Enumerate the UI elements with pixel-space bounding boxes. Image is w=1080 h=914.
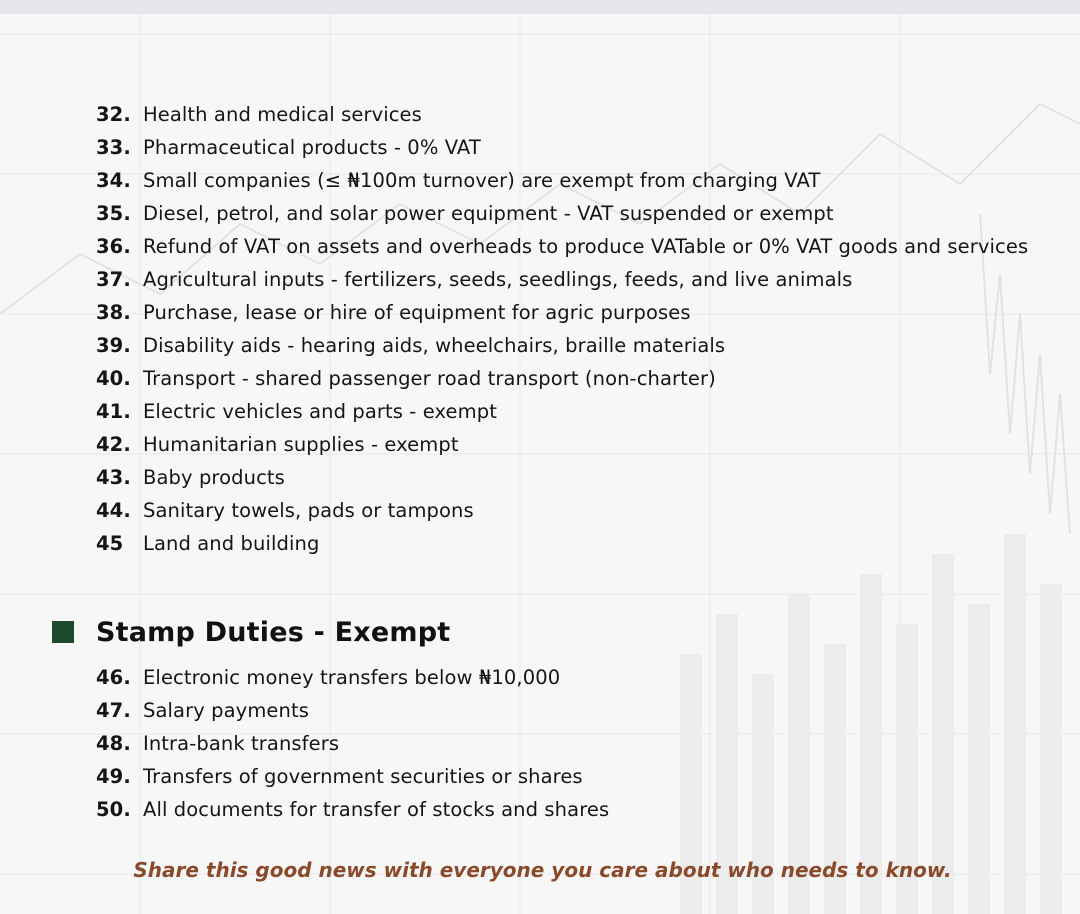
list-item <box>96 395 1038 428</box>
item-text: Health and medical services <box>143 103 422 126</box>
item-number: 40. <box>96 367 131 390</box>
item-number: 41. <box>96 400 131 423</box>
stamp-duties-list <box>96 661 1038 826</box>
footer-tagline: Share this good news with everyone you care about who needs to know. <box>133 858 952 882</box>
section-marker-icon <box>52 621 74 643</box>
item-number: 42. <box>96 433 131 456</box>
item-text: Intra-bank transfers <box>143 732 340 755</box>
item-text: Pharmaceutical products - 0% VAT <box>143 136 481 159</box>
list-item <box>96 461 1038 494</box>
list-item <box>96 694 1038 727</box>
top-band <box>0 0 1080 14</box>
item-text: Diesel, petrol, and solar power equipment - VAT suspended or exempt <box>143 202 834 225</box>
list-item <box>96 197 1038 230</box>
item-text: Small companies (≤ ₦100m turnover) are exempt from charging VAT <box>143 169 821 192</box>
item-number: 34. <box>96 169 131 192</box>
item-number: 37. <box>96 268 131 291</box>
stamp-duties-heading <box>52 612 450 652</box>
item-text: Agricultural inputs - fertilizers, seeds, seedlings, feeds, and live animals <box>143 268 853 291</box>
list-item <box>96 362 1038 395</box>
item-text: Disability aids - hearing aids, wheelchairs, braille materials <box>143 334 726 357</box>
item-text: Humanitarian supplies - exempt <box>143 433 459 456</box>
list-item <box>96 727 1038 760</box>
list-item <box>96 428 1038 461</box>
list-item <box>96 494 1038 527</box>
list-item <box>96 661 1038 694</box>
item-text: Electronic money transfers below ₦10,000 <box>143 666 561 689</box>
list-item <box>96 230 1038 263</box>
item-number: 48. <box>96 732 131 755</box>
item-text: Baby products <box>143 466 285 489</box>
item-text: Sanitary towels, pads or tampons <box>143 499 474 522</box>
list-item <box>96 296 1038 329</box>
item-text: Electric vehicles and parts - exempt <box>143 400 497 423</box>
item-text: Transfers of government securities or shares <box>143 765 583 788</box>
item-number: 45 <box>96 532 124 555</box>
item-text: Salary payments <box>143 699 309 722</box>
list-item <box>96 329 1038 362</box>
item-number: 47. <box>96 699 131 722</box>
list-item <box>96 164 1038 197</box>
item-number: 50. <box>96 798 131 821</box>
item-number: 46. <box>96 666 131 689</box>
item-number: 36. <box>96 235 131 258</box>
list-item <box>96 527 1038 560</box>
item-text: Transport - shared passenger road transport (non-charter) <box>143 367 716 390</box>
item-text: All documents for transfer of stocks and shares <box>143 798 610 821</box>
item-text: Purchase, lease or hire of equipment for agric purposes <box>143 301 691 324</box>
item-number: 38. <box>96 301 131 324</box>
item-number: 49. <box>96 765 131 788</box>
list-item <box>96 263 1038 296</box>
item-number: 32. <box>96 103 131 126</box>
list-item <box>96 760 1038 793</box>
item-number: 39. <box>96 334 131 357</box>
item-number: 35. <box>96 202 131 225</box>
section-title: Stamp Duties - Exempt <box>96 616 451 648</box>
list-item <box>96 131 1038 164</box>
list-item <box>96 98 1038 131</box>
vat-exemptions-list <box>96 98 1038 560</box>
item-text: Land and building <box>143 532 320 555</box>
list-item <box>96 793 1038 826</box>
item-number: 33. <box>96 136 131 159</box>
item-number: 44. <box>96 499 131 522</box>
item-number: 43. <box>96 466 131 489</box>
item-text: Refund of VAT on assets and overheads to produce VATable or 0% VAT goods and services <box>143 235 1029 258</box>
